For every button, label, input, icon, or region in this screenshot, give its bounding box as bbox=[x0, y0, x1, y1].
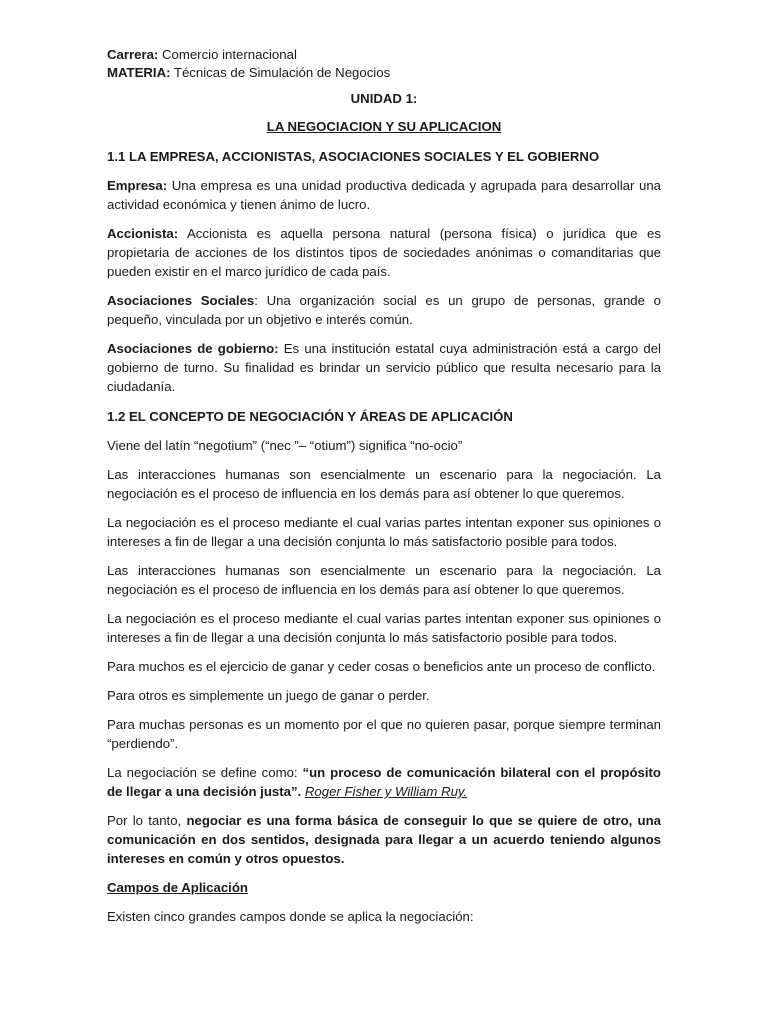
paragraph: Para muchas personas es un momento por el que no quieren pasar, porque siempre terminan “perdiendo”. bbox=[107, 717, 661, 751]
definition-empresa: Empresa: Una empresa es una unidad productiva dedicada y agrupada para desarrollar una actividad económica y tienen ánimo de lucro. bbox=[107, 178, 661, 212]
authors-citation: Roger Fisher y William Ruy. bbox=[304, 784, 468, 799]
unit-subtitle: LA NEGOCIACION Y SU APLICACION bbox=[266, 119, 502, 134]
paragraph: La negociación es el proceso mediante el cual varias partes intentan exponer sus opiniones o intereses a fin de llegar a una decisión conjunta lo más satisfactorio posible para todos. bbox=[107, 515, 661, 549]
header-materia bbox=[107, 64, 661, 82]
carrera-value: Comercio internacional bbox=[162, 47, 297, 62]
paragraph: Las interacciones humanas son esencialmente un escenario para la negociación. La negociación es el proceso de influencia en los demás para así obtener lo que queremos. bbox=[107, 467, 661, 501]
header-carrera bbox=[107, 46, 661, 64]
conclusion-paragraph: Por lo tanto, negociar es una forma básica de conseguir lo que se quiere de otro, una comunicación en dos sentidos, designada para llegar a un acuerdo teniendo algunos intereses en común y otros opuestos. bbox=[107, 813, 661, 866]
definition-asociaciones-sociales: Asociaciones Sociales: Una organización social es un grupo de personas, grande o pequeño, vinculada por un objetivo e interés común. bbox=[107, 293, 661, 327]
carrera-label: Carrera: bbox=[107, 47, 159, 62]
definition-accionista: Accionista: Accionista es aquella persona natural (persona física) o jurídica que es propietaria de acciones de los distintos tipos de sociedades anónimas o comanditarias que pueden existir en el marco jurídico de cada país. bbox=[107, 226, 661, 279]
paragraph: Viene del latín “negotium” (“nec ”– “otium”) significa “no-ocio” bbox=[107, 438, 463, 453]
campos-text: Existen cinco grandes campos donde se aplica la negociación: bbox=[107, 909, 474, 924]
paragraph: Para muchos es el ejercicio de ganar y ceder cosas o beneficios ante un proceso de conflicto. bbox=[107, 659, 656, 674]
paragraph: La negociación es el proceso mediante el cual varias partes intentan exponer sus opiniones o intereses a fin de llegar a una decisión conjunta lo más satisfactorio posible para todos. bbox=[107, 611, 661, 645]
paragraph: Para otros es simplemente un juego de ganar o perder. bbox=[107, 688, 430, 703]
materia-value: Técnicas de Simulación de Negocios bbox=[173, 65, 391, 80]
definition-asociaciones-gobierno: Asociaciones de gobierno: Es una institución estatal cuya administración está a cargo del gobierno de turno. Su finalidad es brindar un servicio público que resulta necesario para la ciudadanía. bbox=[107, 341, 661, 394]
paragraph: Las interacciones humanas son esencialmente un escenario para la negociación. La negociación es el proceso de influencia en los demás para así obtener lo que queremos. bbox=[107, 563, 661, 597]
section-heading-1-2: 1.2 EL CONCEPTO DE NEGOCIACIÓN Y ÁREAS DE APLICACIÓN bbox=[107, 409, 513, 424]
materia-label: MATERIA: bbox=[107, 65, 171, 80]
section-heading-1-1: 1.1 LA EMPRESA, ACCIONISTAS, ASOCIACIONES SOCIALES Y EL GOBIERNO bbox=[107, 149, 600, 164]
negotiation-definition: La negociación se define como: “un proceso de comunicación bilateral con el propósito de llegar a una decisión justa”. Roger Fisher y William Ruy. bbox=[107, 765, 661, 799]
unit-title: UNIDAD 1: bbox=[350, 91, 418, 106]
campos-heading: Campos de Aplicación bbox=[107, 880, 248, 895]
